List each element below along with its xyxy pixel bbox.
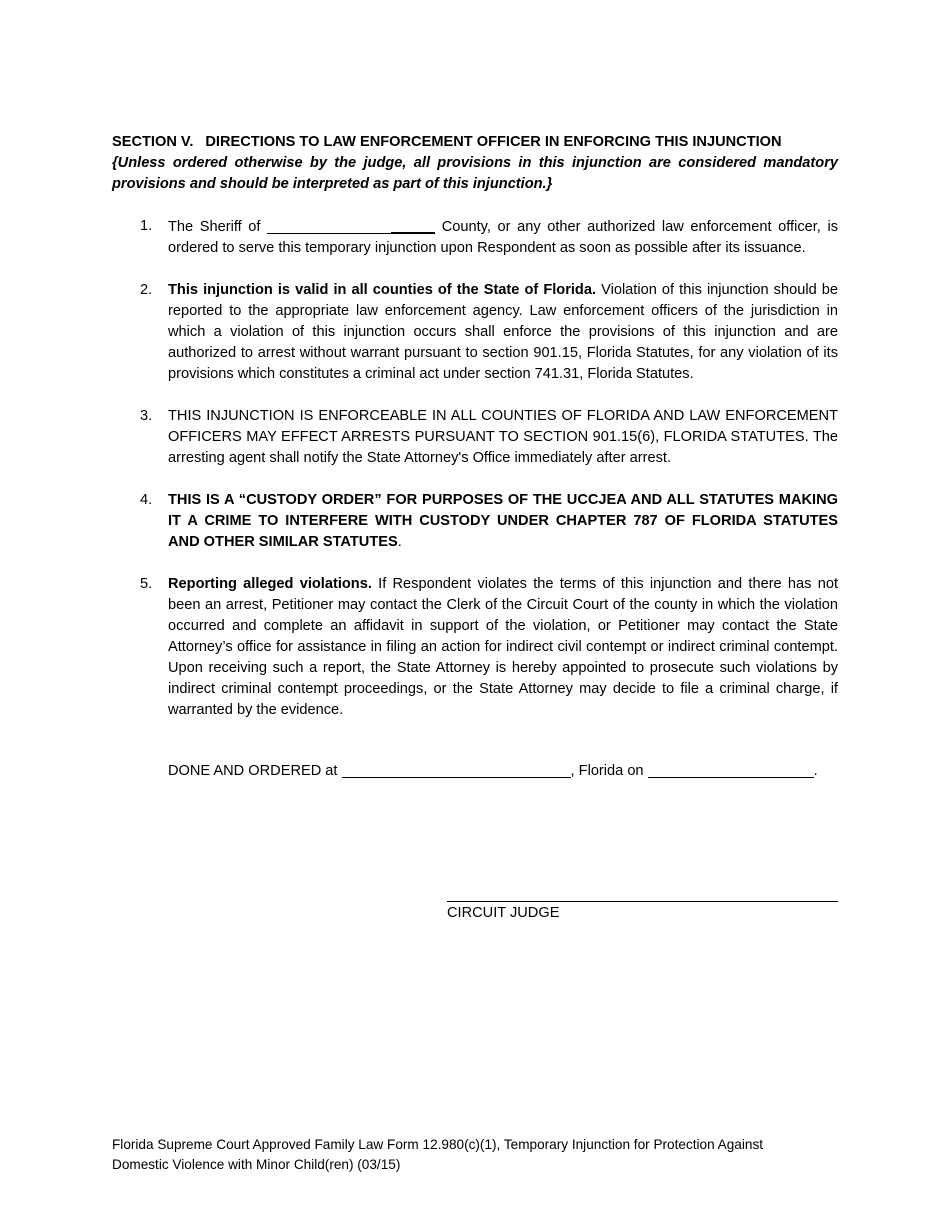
footer-line: Domestic Violence with Minor Child(ren) (03/15) — [112, 1157, 401, 1172]
item-text: . — [397, 534, 402, 550]
section-note: {Unless ordered otherwise by the judge, all provisions in this injunction are considered mandatory provisions and should be interpreted as part of this injunction.} — [112, 155, 838, 192]
directions-list — [112, 216, 838, 721]
document-body — [112, 132, 838, 782]
signature-label: CIRCUIT JUDGE — [447, 905, 560, 921]
done-prefix: DONE AND ORDERED at — [168, 763, 342, 779]
section-title: DIRECTIONS TO LAW ENFORCEMENT OFFICER IN ENFORCING THIS INJUNCTION — [205, 134, 782, 150]
date-blank[interactable] — [648, 761, 814, 778]
item-bold-text: This injunction is valid in all counties of the State of Florida. — [168, 282, 597, 298]
item-text: THIS INJUNCTION IS ENFORCEABLE IN ALL COUNTIES OF FLORIDA AND LAW ENFORCEMENT OFFICERS MAY EFFECT ARRESTS PURSUANT TO SECTION 901.15(6), FLORIDA STATUTES. The arresting agent shall notify the State Attorney's Office immediately after arrest. — [168, 408, 838, 466]
done-and-ordered-line — [112, 761, 838, 782]
item-number: 5. — [140, 576, 153, 592]
section-heading — [112, 132, 838, 153]
done-middle: , Florida on — [570, 763, 648, 779]
list-item — [112, 574, 838, 721]
section-number: SECTION V. — [112, 134, 194, 150]
signature-line[interactable] — [447, 901, 838, 902]
item-text: Violation of this injunction should be reported to the appropriate law enforcement agency. Law enforcement officers of the jurisdiction in which a violation of this injunction occurs shall enforce the provisions of this injunction and are authorized to arrest without warrant pursuant to section 901.15, Florida Statutes, for any violation of its provisions which constitutes a criminal act under section 741.31, Florida Statutes. — [168, 282, 838, 382]
list-item — [112, 216, 838, 259]
county-blank[interactable] — [267, 217, 391, 234]
list-item — [112, 490, 838, 553]
county-blank-extension[interactable] — [391, 216, 435, 234]
item-text: The Sheriff of — [168, 219, 268, 235]
list-item — [112, 406, 838, 469]
list-item — [112, 280, 838, 385]
item-bold-text: Reporting alleged violations. — [168, 576, 372, 592]
item-number: 4. — [140, 492, 153, 508]
item-text: County, or any other authorized law enforcement officer, is ordered to serve this temporary injunction upon Respondent as soon as possible after its issuance. — [168, 219, 838, 256]
location-blank[interactable] — [342, 761, 571, 778]
form-footer — [112, 1135, 838, 1175]
item-number: 2. — [140, 282, 153, 298]
footer-line: Florida Supreme Court Approved Family Law Form 12.980(c)(1), Temporary Injunction for Protection Against — [112, 1137, 764, 1152]
item-text: If Respondent violates the terms of this injunction and there has not been an arrest, Petitioner may contact the Clerk of the Circuit Court of the county in which the violation occurred and complete an affidavit in support of the violation, or Petitioner may contact the State Attorney’s office for assistance in filing an action for indirect civil contempt or indirect criminal contempt. Upon receiving such a report, the State Attorney is hereby appointed to prosecute such violations by indirect criminal contempt proceedings, or the State Attorney may decide to file a criminal charge, if warranted by the evidence. — [168, 576, 838, 718]
item-bold-text: THIS IS A “CUSTODY ORDER” FOR PURPOSES OF THE UCCJEA AND ALL STATUTES MAKING IT A CRIME TO INTERFERE WITH CUSTODY UNDER CHAPTER 787 OF FLORIDA STATUTES AND OTHER SIMILAR STATUTES — [168, 492, 838, 550]
done-suffix: . — [813, 763, 818, 779]
item-number: 1. — [140, 218, 153, 234]
item-number: 3. — [140, 408, 153, 424]
